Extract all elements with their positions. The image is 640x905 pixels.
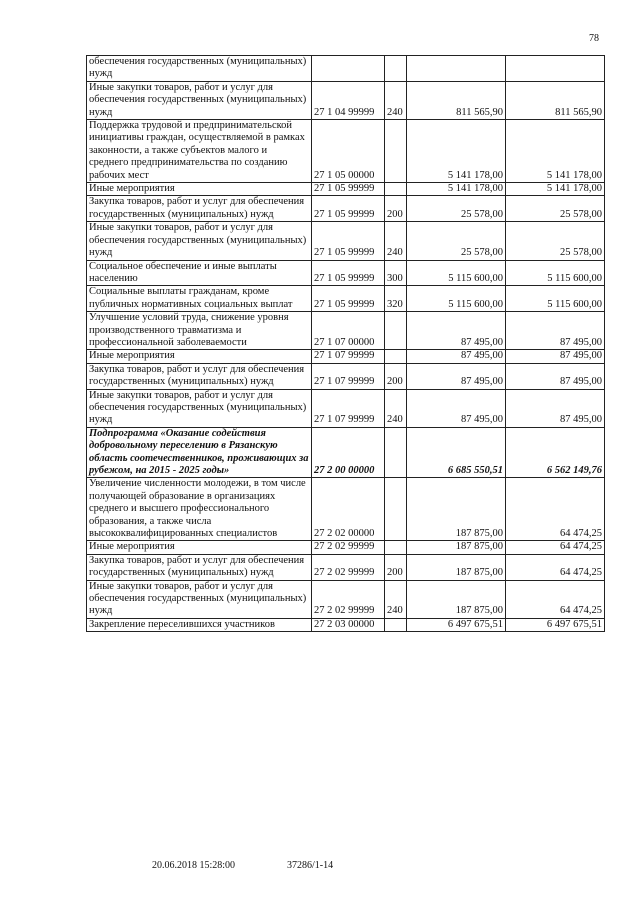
row-sum-executed-cell: 64 474,25: [506, 478, 605, 541]
row-expense-type-cell: 200: [385, 363, 407, 389]
row-sum-executed-cell: 6 562 149,76: [506, 427, 605, 478]
row-sum-executed-cell: 87 495,00: [506, 350, 605, 363]
table-row: [87, 120, 605, 183]
table-row: [87, 196, 605, 222]
row-name-cell: Социальное обеспечение и иные выплаты населению: [87, 260, 312, 286]
row-name-cell: Увеличение численности молодежи, в том числе получающей образование в организациях среднего и высшего профессионального образования, а также числа высококвалифицированных специалистов: [87, 478, 312, 541]
row-sum-executed-cell: 5 115 600,00: [506, 260, 605, 286]
row-code-cell: 27 1 07 99999: [312, 350, 385, 363]
row-expense-type-cell: [385, 183, 407, 196]
row-sum-executed-cell: 87 495,00: [506, 312, 605, 350]
row-sum-plan-cell: 87 495,00: [407, 363, 506, 389]
row-name-cell: Закупка товаров, работ и услуг для обеспечения государственных (муниципальных) нужд: [87, 196, 312, 222]
row-name-cell: Иные мероприятия: [87, 541, 312, 554]
footer-document-id: 37286/1-14: [287, 860, 334, 871]
table-row: [87, 427, 605, 478]
row-code-cell: 27 2 03 00000: [312, 618, 385, 631]
row-sum-executed-cell: 64 474,25: [506, 554, 605, 580]
row-code-cell: 27 1 07 00000: [312, 312, 385, 350]
row-sum-executed-cell: 5 141 178,00: [506, 183, 605, 196]
row-expense-type-cell: [385, 56, 407, 82]
row-sum-plan-cell: 811 565,90: [407, 81, 506, 119]
row-code-cell: 27 1 05 99999: [312, 260, 385, 286]
row-sum-plan-cell: 25 578,00: [407, 222, 506, 260]
row-code-cell: [312, 56, 385, 82]
row-expense-type-cell: 200: [385, 554, 407, 580]
table-row: [87, 618, 605, 631]
table-row: [87, 541, 605, 554]
row-code-cell: 27 1 05 99999: [312, 286, 385, 312]
row-expense-type-cell: [385, 618, 407, 631]
row-sum-plan-cell: 87 495,00: [407, 350, 506, 363]
row-sum-executed-cell: [506, 56, 605, 82]
row-name-cell: Закупка товаров, работ и услуг для обеспечения государственных (муниципальных) нужд: [87, 363, 312, 389]
table-row: [87, 478, 605, 541]
row-name-cell: Иные закупки товаров, работ и услуг для обеспечения государственных (муниципальных) нужд: [87, 222, 312, 260]
table-row: [87, 580, 605, 618]
row-name-cell: обеспечения государственных (муниципальных) нужд: [87, 56, 312, 82]
row-code-cell: 27 2 02 99999: [312, 580, 385, 618]
footer-datetime: 20.06.2018 15:28:00: [152, 860, 236, 871]
row-name-cell: Иные закупки товаров, работ и услуг для обеспечения государственных (муниципальных) нужд: [87, 81, 312, 119]
row-code-cell: 27 2 02 00000: [312, 478, 385, 541]
row-sum-plan-cell: 6 685 550,51: [407, 427, 506, 478]
row-sum-executed-cell: 64 474,25: [506, 580, 605, 618]
row-expense-type-cell: 240: [385, 81, 407, 119]
table-row: [87, 222, 605, 260]
row-expense-type-cell: [385, 120, 407, 183]
row-sum-executed-cell: 25 578,00: [506, 196, 605, 222]
row-name-cell: Закупка товаров, работ и услуг для обеспечения государственных (муниципальных) нужд: [87, 554, 312, 580]
table-row: [87, 183, 605, 196]
table-row: [87, 389, 605, 427]
row-code-cell: 27 1 05 99999: [312, 196, 385, 222]
row-sum-executed-cell: 87 495,00: [506, 389, 605, 427]
row-name-cell: Закрепление переселившихся участников: [87, 618, 312, 631]
table-row: [87, 260, 605, 286]
row-name-cell: Социальные выплаты гражданам, кроме публичных нормативных социальных выплат: [87, 286, 312, 312]
row-sum-plan-cell: [407, 56, 506, 82]
row-expense-type-cell: [385, 427, 407, 478]
row-expense-type-cell: 300: [385, 260, 407, 286]
row-code-cell: 27 2 02 99999: [312, 554, 385, 580]
row-name-cell: Иные мероприятия: [87, 350, 312, 363]
row-expense-type-cell: [385, 541, 407, 554]
row-name-cell: Иные закупки товаров, работ и услуг для обеспечения государственных (муниципальных) нужд: [87, 580, 312, 618]
row-name-cell: Подпрограмма «Оказание содействия добровольному переселению в Рязанскую область соотечественников, проживающих за рубежом, на 2015 - 2025 годы»: [87, 427, 312, 478]
table-row: [87, 56, 605, 82]
row-sum-executed-cell: 87 495,00: [506, 363, 605, 389]
row-sum-plan-cell: 6 497 675,51: [407, 618, 506, 631]
row-expense-type-cell: 320: [385, 286, 407, 312]
row-name-cell: Улучшение условий труда, снижение уровня производственного травматизма и профессиональной заболеваемости: [87, 312, 312, 350]
table-row: [87, 363, 605, 389]
row-code-cell: 27 1 04 99999: [312, 81, 385, 119]
row-expense-type-cell: 240: [385, 222, 407, 260]
budget-table: [86, 55, 605, 632]
row-code-cell: 27 1 05 00000: [312, 120, 385, 183]
row-name-cell: Поддержка трудовой и предпринимательской инициативы граждан, осуществляемой в рамках законности, а также субъектов малого и среднего предпринимательства по созданию рабочих мест: [87, 120, 312, 183]
row-code-cell: 27 1 05 99999: [312, 183, 385, 196]
row-expense-type-cell: [385, 312, 407, 350]
row-sum-plan-cell: 25 578,00: [407, 196, 506, 222]
row-name-cell: Иные закупки товаров, работ и услуг для обеспечения государственных (муниципальных) нужд: [87, 389, 312, 427]
row-expense-type-cell: 240: [385, 580, 407, 618]
row-expense-type-cell: [385, 478, 407, 541]
page-number: 78: [589, 33, 599, 44]
row-sum-plan-cell: 5 141 178,00: [407, 183, 506, 196]
row-sum-executed-cell: 5 141 178,00: [506, 120, 605, 183]
row-expense-type-cell: [385, 350, 407, 363]
row-sum-plan-cell: 5 115 600,00: [407, 260, 506, 286]
table-row: [87, 312, 605, 350]
row-sum-plan-cell: 187 875,00: [407, 541, 506, 554]
table-row: [87, 554, 605, 580]
row-sum-plan-cell: 5 141 178,00: [407, 120, 506, 183]
budget-table-body: [87, 56, 605, 632]
table-row: [87, 286, 605, 312]
row-sum-plan-cell: 187 875,00: [407, 478, 506, 541]
row-code-cell: 27 2 02 99999: [312, 541, 385, 554]
row-sum-executed-cell: 6 497 675,51: [506, 618, 605, 631]
row-sum-plan-cell: 187 875,00: [407, 554, 506, 580]
row-sum-plan-cell: 187 875,00: [407, 580, 506, 618]
row-sum-plan-cell: 5 115 600,00: [407, 286, 506, 312]
row-expense-type-cell: 200: [385, 196, 407, 222]
table-row: [87, 350, 605, 363]
row-code-cell: 27 1 07 99999: [312, 363, 385, 389]
table-row: [87, 81, 605, 119]
row-sum-plan-cell: 87 495,00: [407, 389, 506, 427]
row-sum-executed-cell: 25 578,00: [506, 222, 605, 260]
row-name-cell: Иные мероприятия: [87, 183, 312, 196]
row-sum-executed-cell: 811 565,90: [506, 81, 605, 119]
row-code-cell: 27 1 07 99999: [312, 389, 385, 427]
row-sum-plan-cell: 87 495,00: [407, 312, 506, 350]
row-sum-executed-cell: 64 474,25: [506, 541, 605, 554]
row-sum-executed-cell: 5 115 600,00: [506, 286, 605, 312]
row-code-cell: 27 1 05 99999: [312, 222, 385, 260]
row-code-cell: 27 2 00 00000: [312, 427, 385, 478]
row-expense-type-cell: 240: [385, 389, 407, 427]
